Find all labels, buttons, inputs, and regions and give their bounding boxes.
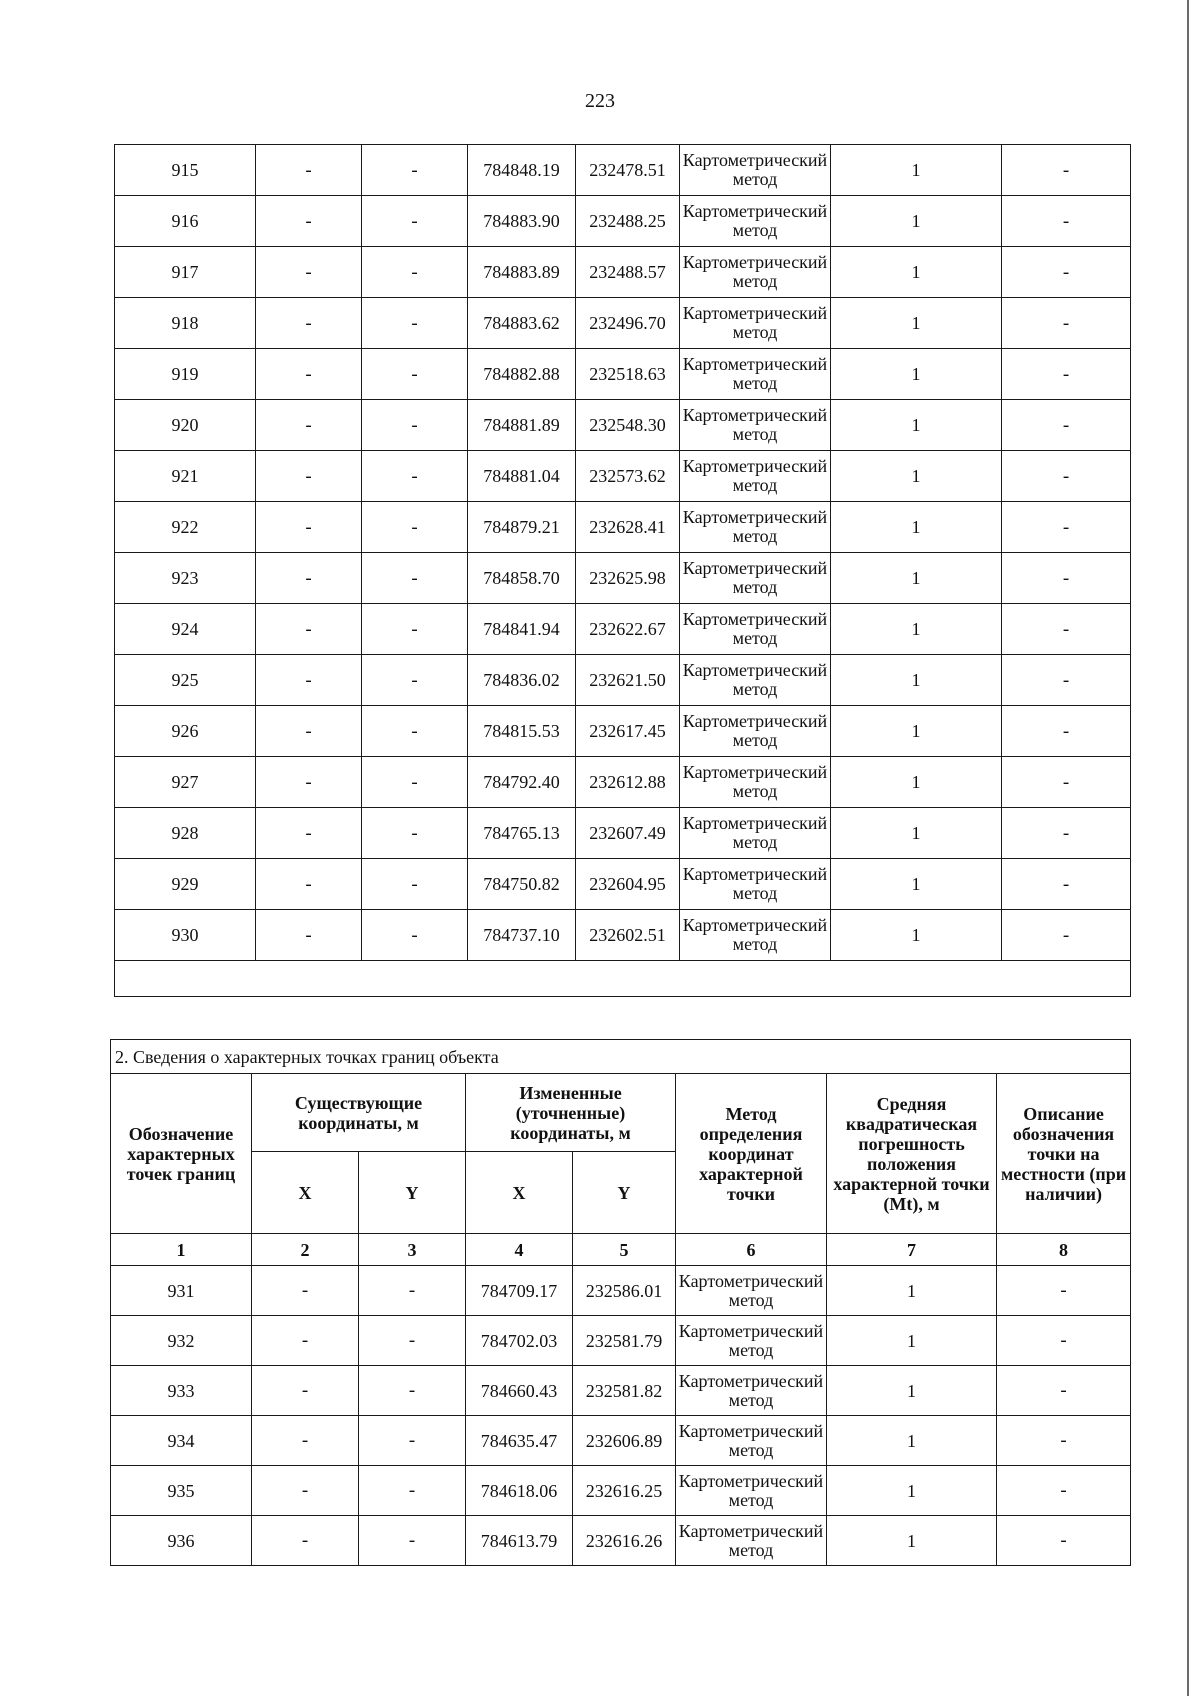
column-numbers-row bbox=[111, 1234, 1131, 1266]
mean-error-cell: 1 bbox=[827, 1366, 997, 1416]
changed-x-cell: 784765.13 bbox=[468, 808, 576, 859]
changed-x-cell: 784660.43 bbox=[466, 1366, 573, 1416]
changed-x-cell: 784709.17 bbox=[466, 1266, 573, 1316]
header-designation: Обозначение характерных точек границ bbox=[111, 1074, 252, 1234]
existing-x-cell: - bbox=[256, 553, 362, 604]
existing-y-cell: - bbox=[362, 349, 468, 400]
changed-y-cell: 232604.95 bbox=[576, 859, 680, 910]
existing-x-cell: - bbox=[256, 859, 362, 910]
coordinates-table-continued bbox=[114, 144, 1131, 997]
description-cell: - bbox=[1002, 247, 1131, 298]
mean-error-cell: 1 bbox=[831, 247, 1002, 298]
method-cell: Картометрический метод bbox=[676, 1316, 827, 1366]
changed-y-cell: 232518.63 bbox=[576, 349, 680, 400]
changed-x-cell: 784882.88 bbox=[468, 349, 576, 400]
table-row bbox=[115, 553, 1131, 604]
existing-y-cell: - bbox=[359, 1416, 466, 1466]
changed-x-cell: 784613.79 bbox=[466, 1516, 573, 1566]
existing-x-cell: - bbox=[256, 349, 362, 400]
method-cell: Картометрический метод bbox=[680, 553, 831, 604]
changed-x-cell: 784883.90 bbox=[468, 196, 576, 247]
description-cell: - bbox=[1002, 808, 1131, 859]
mean-error-cell: 1 bbox=[831, 808, 1002, 859]
mean-error-cell: 1 bbox=[827, 1416, 997, 1466]
table-row bbox=[115, 502, 1131, 553]
existing-y-cell: - bbox=[362, 553, 468, 604]
mean-error-cell: 1 bbox=[827, 1316, 997, 1366]
existing-x-cell: - bbox=[256, 247, 362, 298]
existing-y-cell: - bbox=[362, 502, 468, 553]
description-cell: - bbox=[1002, 145, 1131, 196]
existing-y-cell: - bbox=[362, 604, 468, 655]
changed-y-cell: 232496.70 bbox=[576, 298, 680, 349]
table-row bbox=[115, 298, 1131, 349]
point-id-cell: 924 bbox=[115, 604, 256, 655]
description-cell: - bbox=[1002, 859, 1131, 910]
column-number: 1 bbox=[111, 1234, 252, 1266]
existing-x-cell: - bbox=[256, 451, 362, 502]
column-number: 5 bbox=[573, 1234, 676, 1266]
point-id-cell: 932 bbox=[111, 1316, 252, 1366]
method-cell: Картометрический метод bbox=[680, 910, 831, 961]
description-cell: - bbox=[1002, 298, 1131, 349]
table-row bbox=[115, 757, 1131, 808]
table-row bbox=[115, 910, 1131, 961]
table-row bbox=[115, 808, 1131, 859]
existing-y-cell: - bbox=[362, 145, 468, 196]
existing-x-cell: - bbox=[252, 1466, 359, 1516]
table-row bbox=[111, 1466, 1131, 1516]
description-cell: - bbox=[997, 1316, 1131, 1366]
point-id-cell: 915 bbox=[115, 145, 256, 196]
method-cell: Картометрический метод bbox=[676, 1366, 827, 1416]
existing-x-cell: - bbox=[256, 706, 362, 757]
point-id-cell: 916 bbox=[115, 196, 256, 247]
table-row bbox=[111, 1266, 1131, 1316]
changed-x-cell: 784848.19 bbox=[468, 145, 576, 196]
method-cell: Картометрический метод bbox=[676, 1466, 827, 1516]
header-existing-y: Y bbox=[359, 1152, 466, 1234]
table-row bbox=[115, 706, 1131, 757]
table-row bbox=[111, 1366, 1131, 1416]
description-cell: - bbox=[1002, 400, 1131, 451]
existing-x-cell: - bbox=[256, 145, 362, 196]
point-id-cell: 926 bbox=[115, 706, 256, 757]
header-row bbox=[111, 1074, 1131, 1152]
changed-y-cell: 232628.41 bbox=[576, 502, 680, 553]
method-cell: Картометрический метод bbox=[680, 502, 831, 553]
mean-error-cell: 1 bbox=[831, 400, 1002, 451]
method-cell: Картометрический метод bbox=[680, 298, 831, 349]
existing-x-cell: - bbox=[252, 1266, 359, 1316]
existing-y-cell: - bbox=[362, 808, 468, 859]
table-row bbox=[111, 1416, 1131, 1466]
header-description: Описание обозначения точки на местности (при наличии) bbox=[997, 1074, 1131, 1234]
mean-error-cell: 1 bbox=[831, 349, 1002, 400]
mean-error-cell: 1 bbox=[831, 553, 1002, 604]
existing-x-cell: - bbox=[256, 757, 362, 808]
existing-y-cell: - bbox=[362, 451, 468, 502]
table-row bbox=[115, 247, 1131, 298]
method-cell: Картометрический метод bbox=[680, 145, 831, 196]
existing-x-cell: - bbox=[256, 502, 362, 553]
method-cell: Картометрический метод bbox=[680, 859, 831, 910]
header-changed-y: Y bbox=[573, 1152, 676, 1234]
description-cell: - bbox=[997, 1366, 1131, 1416]
existing-y-cell: - bbox=[362, 298, 468, 349]
point-id-cell: 923 bbox=[115, 553, 256, 604]
existing-x-cell: - bbox=[256, 400, 362, 451]
existing-y-cell: - bbox=[362, 859, 468, 910]
table-row bbox=[115, 196, 1131, 247]
existing-x-cell: - bbox=[256, 655, 362, 706]
method-cell: Картометрический метод bbox=[680, 400, 831, 451]
table-row bbox=[115, 145, 1131, 196]
point-id-cell: 933 bbox=[111, 1366, 252, 1416]
point-id-cell: 921 bbox=[115, 451, 256, 502]
changed-x-cell: 784858.70 bbox=[468, 553, 576, 604]
table-row bbox=[115, 604, 1131, 655]
table-row bbox=[111, 1516, 1131, 1566]
description-cell: - bbox=[1002, 349, 1131, 400]
description-cell: - bbox=[997, 1516, 1131, 1566]
table-row bbox=[115, 400, 1131, 451]
mean-error-cell: 1 bbox=[831, 859, 1002, 910]
changed-y-cell: 232617.45 bbox=[576, 706, 680, 757]
page-edge-rule bbox=[1187, 0, 1189, 1696]
mean-error-cell: 1 bbox=[831, 502, 1002, 553]
changed-x-cell: 784841.94 bbox=[468, 604, 576, 655]
existing-y-cell: - bbox=[362, 757, 468, 808]
header-existing-coordinates: Существующие координаты, м bbox=[252, 1074, 466, 1152]
changed-y-cell: 232606.89 bbox=[573, 1416, 676, 1466]
table-row bbox=[115, 859, 1131, 910]
method-cell: Картометрический метод bbox=[680, 247, 831, 298]
section-title-row bbox=[111, 1040, 1131, 1074]
method-cell: Картометрический метод bbox=[680, 349, 831, 400]
changed-y-cell: 232581.82 bbox=[573, 1366, 676, 1416]
changed-x-cell: 784750.82 bbox=[468, 859, 576, 910]
description-cell: - bbox=[1002, 502, 1131, 553]
changed-x-cell: 784635.47 bbox=[466, 1416, 573, 1466]
point-id-cell: 928 bbox=[115, 808, 256, 859]
boundary-points-table bbox=[110, 1039, 1131, 1566]
point-id-cell: 918 bbox=[115, 298, 256, 349]
changed-y-cell: 232573.62 bbox=[576, 451, 680, 502]
description-cell: - bbox=[997, 1466, 1131, 1516]
description-cell: - bbox=[1002, 451, 1131, 502]
mean-error-cell: 1 bbox=[831, 655, 1002, 706]
mean-error-cell: 1 bbox=[831, 298, 1002, 349]
header-method: Метод определения координат характерной точки bbox=[676, 1074, 827, 1234]
description-cell: - bbox=[1002, 604, 1131, 655]
changed-x-cell: 784618.06 bbox=[466, 1466, 573, 1516]
changed-x-cell: 784881.89 bbox=[468, 400, 576, 451]
changed-y-cell: 232607.49 bbox=[576, 808, 680, 859]
page-number: 223 bbox=[585, 90, 615, 112]
existing-y-cell: - bbox=[362, 706, 468, 757]
table-row bbox=[115, 349, 1131, 400]
description-cell: - bbox=[1002, 196, 1131, 247]
method-cell: Картометрический метод bbox=[680, 451, 831, 502]
existing-y-cell: - bbox=[362, 400, 468, 451]
header-changed-x: X bbox=[466, 1152, 573, 1234]
header-changed-coordinates: Измененные (уточненные) координаты, м bbox=[466, 1074, 676, 1152]
method-cell: Картометрический метод bbox=[680, 196, 831, 247]
description-cell: - bbox=[997, 1266, 1131, 1316]
existing-x-cell: - bbox=[252, 1416, 359, 1466]
changed-x-cell: 784792.40 bbox=[468, 757, 576, 808]
method-cell: Картометрический метод bbox=[676, 1266, 827, 1316]
changed-x-cell: 784879.21 bbox=[468, 502, 576, 553]
changed-y-cell: 232602.51 bbox=[576, 910, 680, 961]
empty-cell bbox=[115, 961, 1131, 997]
changed-y-cell: 232612.88 bbox=[576, 757, 680, 808]
existing-y-cell: - bbox=[359, 1516, 466, 1566]
changed-x-cell: 784815.53 bbox=[468, 706, 576, 757]
point-id-cell: 930 bbox=[115, 910, 256, 961]
existing-x-cell: - bbox=[256, 604, 362, 655]
existing-y-cell: - bbox=[362, 655, 468, 706]
description-cell: - bbox=[1002, 655, 1131, 706]
changed-y-cell: 232616.26 bbox=[573, 1516, 676, 1566]
method-cell: Картометрический метод bbox=[676, 1516, 827, 1566]
point-id-cell: 935 bbox=[111, 1466, 252, 1516]
changed-y-cell: 232586.01 bbox=[573, 1266, 676, 1316]
point-id-cell: 934 bbox=[111, 1416, 252, 1466]
changed-x-cell: 784836.02 bbox=[468, 655, 576, 706]
existing-x-cell: - bbox=[252, 1516, 359, 1566]
point-id-cell: 925 bbox=[115, 655, 256, 706]
changed-x-cell: 784881.04 bbox=[468, 451, 576, 502]
point-id-cell: 929 bbox=[115, 859, 256, 910]
existing-x-cell: - bbox=[256, 298, 362, 349]
mean-error-cell: 1 bbox=[827, 1466, 997, 1516]
changed-y-cell: 232548.30 bbox=[576, 400, 680, 451]
section-title: 2. Сведения о характерных точках границ объекта bbox=[111, 1040, 1131, 1074]
mean-error-cell: 1 bbox=[831, 451, 1002, 502]
mean-error-cell: 1 bbox=[831, 910, 1002, 961]
existing-x-cell: - bbox=[256, 196, 362, 247]
column-number: 8 bbox=[997, 1234, 1131, 1266]
column-number: 4 bbox=[466, 1234, 573, 1266]
existing-y-cell: - bbox=[359, 1366, 466, 1416]
mean-error-cell: 1 bbox=[831, 604, 1002, 655]
method-cell: Картометрический метод bbox=[680, 655, 831, 706]
table-row bbox=[111, 1316, 1131, 1366]
point-id-cell: 936 bbox=[111, 1516, 252, 1566]
table-row bbox=[115, 655, 1131, 706]
changed-x-cell: 784702.03 bbox=[466, 1316, 573, 1366]
method-cell: Картометрический метод bbox=[680, 604, 831, 655]
point-id-cell: 931 bbox=[111, 1266, 252, 1316]
changed-y-cell: 232622.67 bbox=[576, 604, 680, 655]
changed-y-cell: 232581.79 bbox=[573, 1316, 676, 1366]
point-id-cell: 920 bbox=[115, 400, 256, 451]
mean-error-cell: 1 bbox=[831, 145, 1002, 196]
description-cell: - bbox=[1002, 553, 1131, 604]
existing-y-cell: - bbox=[359, 1316, 466, 1366]
mean-error-cell: 1 bbox=[827, 1516, 997, 1566]
existing-y-cell: - bbox=[362, 910, 468, 961]
column-number: 2 bbox=[252, 1234, 359, 1266]
mean-error-cell: 1 bbox=[831, 706, 1002, 757]
existing-x-cell: - bbox=[256, 808, 362, 859]
mean-error-cell: 1 bbox=[827, 1266, 997, 1316]
changed-y-cell: 232621.50 bbox=[576, 655, 680, 706]
column-number: 3 bbox=[359, 1234, 466, 1266]
existing-y-cell: - bbox=[362, 196, 468, 247]
method-cell: Картометрический метод bbox=[680, 757, 831, 808]
existing-x-cell: - bbox=[252, 1316, 359, 1366]
changed-x-cell: 784883.89 bbox=[468, 247, 576, 298]
point-id-cell: 927 bbox=[115, 757, 256, 808]
point-id-cell: 919 bbox=[115, 349, 256, 400]
empty-row bbox=[115, 961, 1131, 997]
existing-y-cell: - bbox=[359, 1466, 466, 1516]
header-existing-x: X bbox=[252, 1152, 359, 1234]
point-id-cell: 917 bbox=[115, 247, 256, 298]
changed-x-cell: 784883.62 bbox=[468, 298, 576, 349]
changed-y-cell: 232616.25 bbox=[573, 1466, 676, 1516]
mean-error-cell: 1 bbox=[831, 757, 1002, 808]
description-cell: - bbox=[1002, 910, 1131, 961]
mean-error-cell: 1 bbox=[831, 196, 1002, 247]
point-id-cell: 922 bbox=[115, 502, 256, 553]
column-number: 6 bbox=[676, 1234, 827, 1266]
changed-y-cell: 232478.51 bbox=[576, 145, 680, 196]
header-mean-error: Средняя квадратическая погрешность положения характерной точки (Mt), м bbox=[827, 1074, 997, 1234]
method-cell: Картометрический метод bbox=[676, 1416, 827, 1466]
description-cell: - bbox=[1002, 706, 1131, 757]
changed-x-cell: 784737.10 bbox=[468, 910, 576, 961]
existing-y-cell: - bbox=[359, 1266, 466, 1316]
existing-y-cell: - bbox=[362, 247, 468, 298]
table-row bbox=[115, 451, 1131, 502]
existing-x-cell: - bbox=[252, 1366, 359, 1416]
changed-y-cell: 232488.25 bbox=[576, 196, 680, 247]
description-cell: - bbox=[997, 1416, 1131, 1466]
method-cell: Картометрический метод bbox=[680, 808, 831, 859]
existing-x-cell: - bbox=[256, 910, 362, 961]
changed-y-cell: 232488.57 bbox=[576, 247, 680, 298]
column-number: 7 bbox=[827, 1234, 997, 1266]
method-cell: Картометрический метод bbox=[680, 706, 831, 757]
changed-y-cell: 232625.98 bbox=[576, 553, 680, 604]
description-cell: - bbox=[1002, 757, 1131, 808]
